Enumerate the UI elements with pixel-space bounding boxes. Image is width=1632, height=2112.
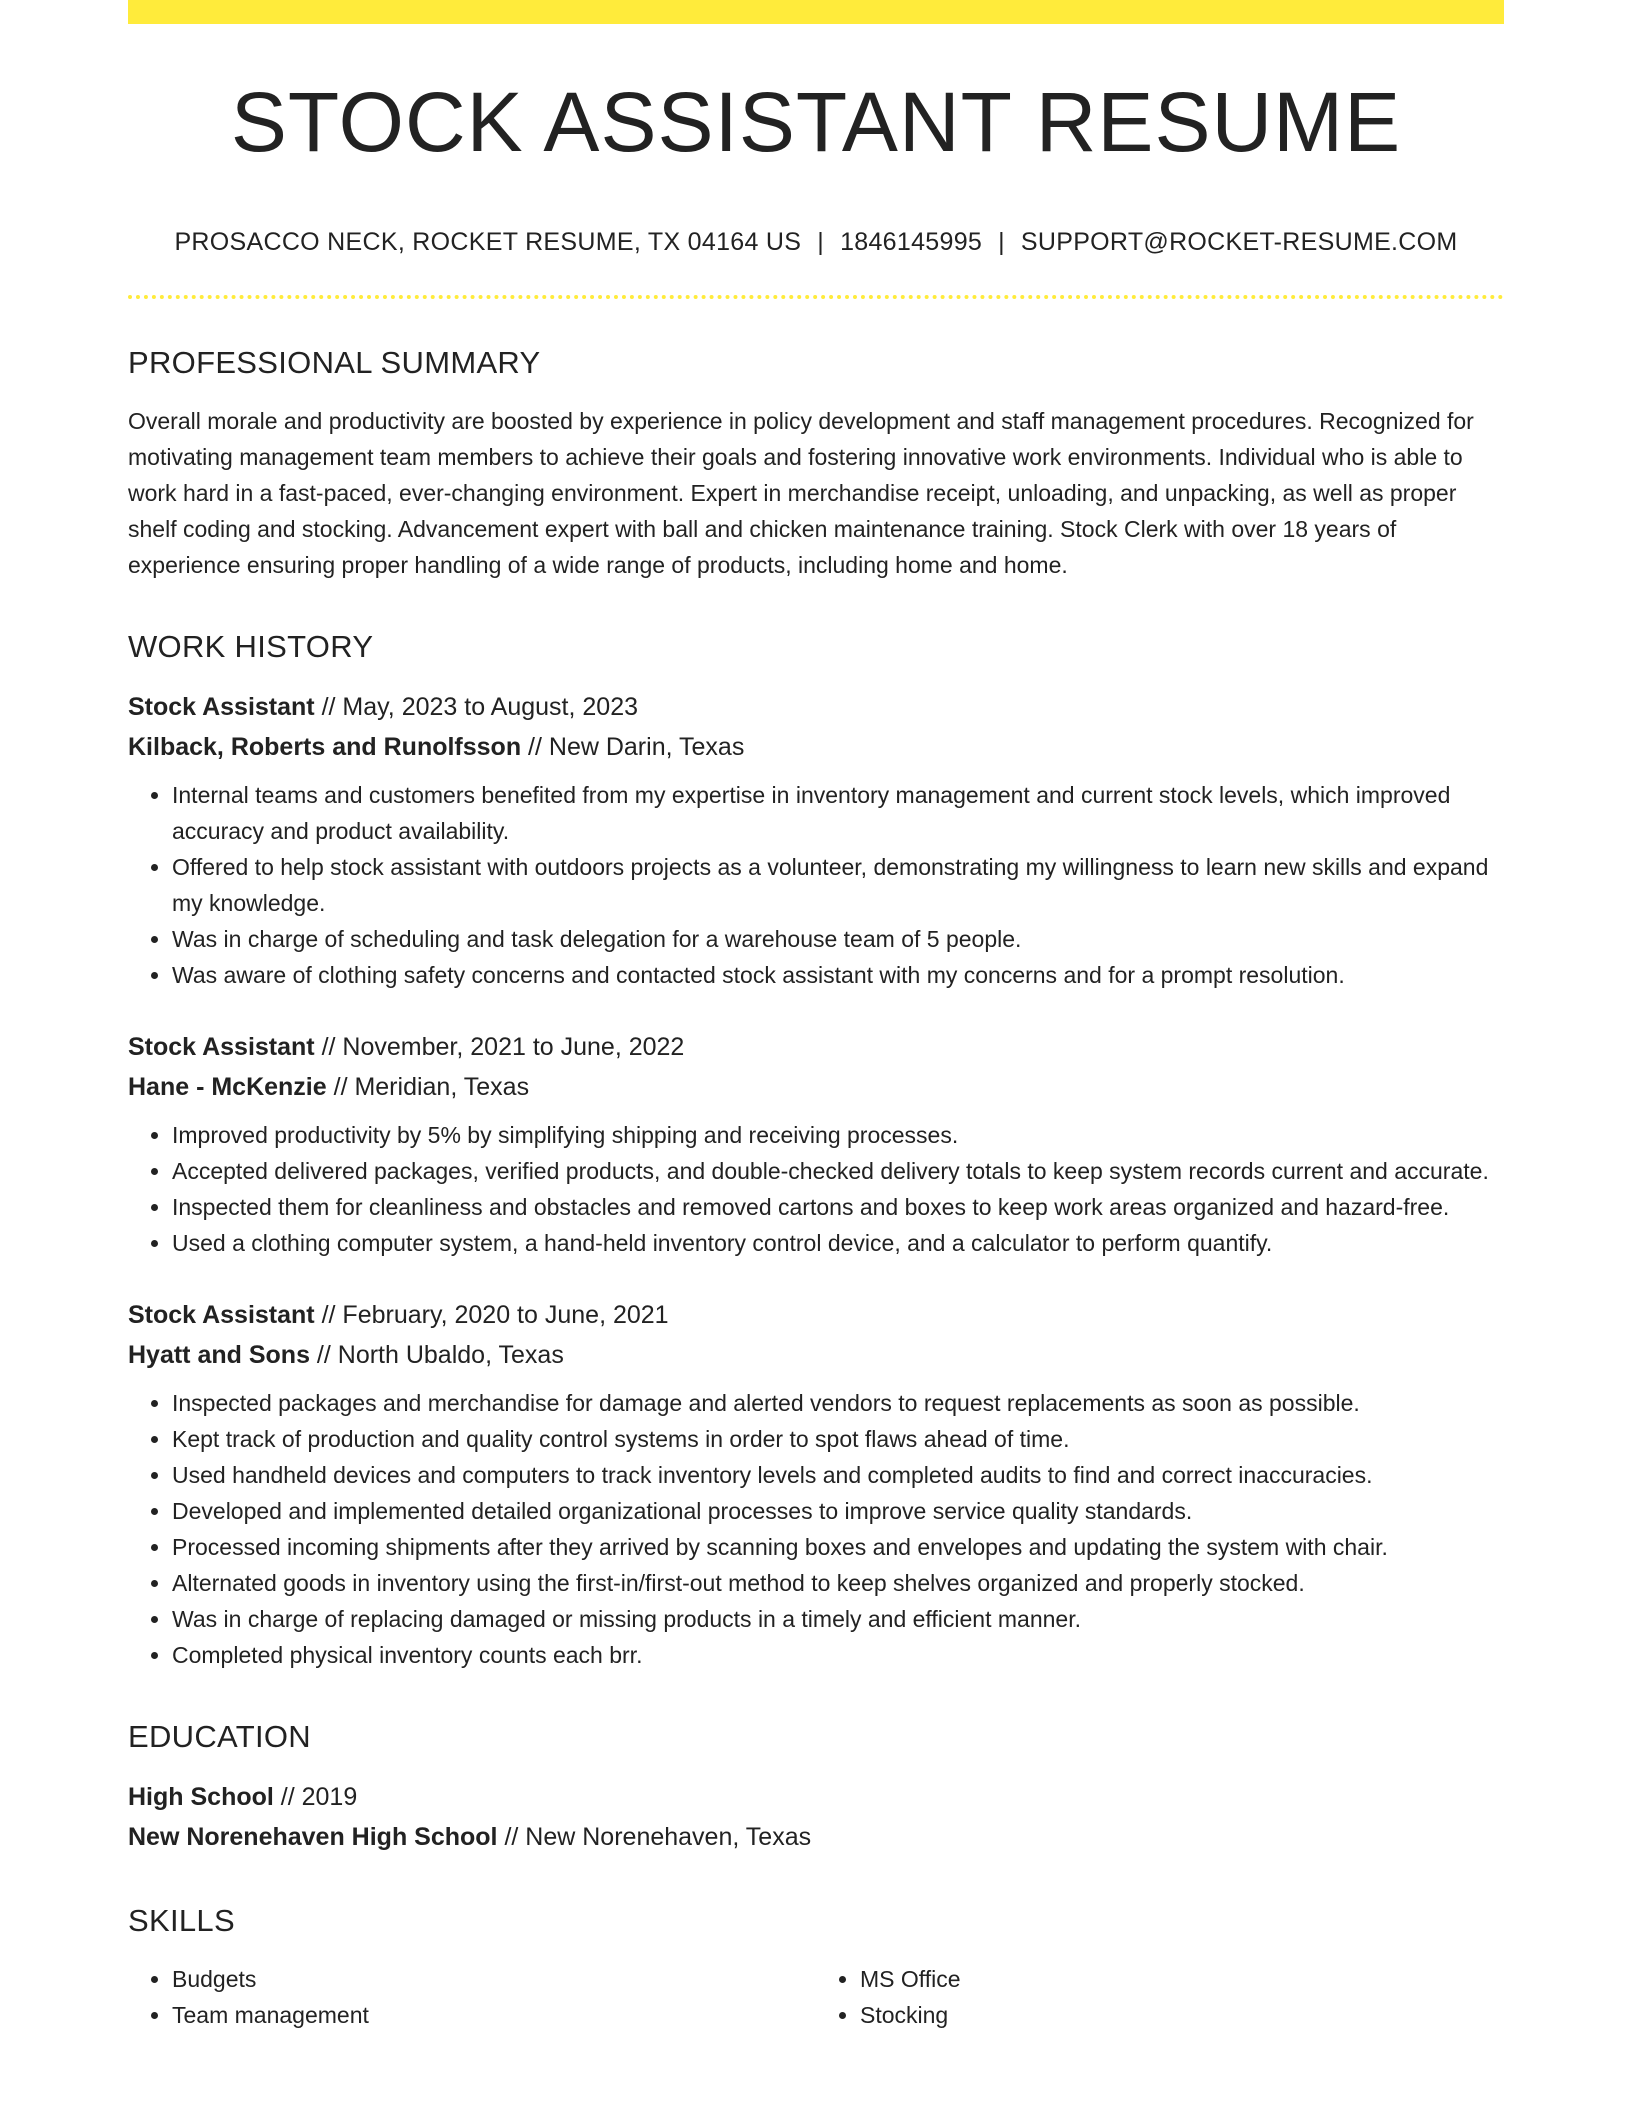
skills-list — [128, 1961, 816, 2033]
job-bullet: • Was in charge of scheduling and task delegation for a warehouse team of 5 people. — [172, 921, 1504, 957]
dotted-divider — [128, 295, 1504, 299]
contact-separator: | — [817, 228, 825, 256]
education-degree-line — [128, 1777, 1504, 1817]
job-bullet: • Completed physical inventory counts each brr. — [172, 1637, 1504, 1673]
skill-item: • MS Office — [860, 1961, 1504, 1997]
education-degree: High School — [128, 1783, 274, 1811]
education-section — [128, 1719, 1504, 1857]
job-bullet: • Offered to help stock assistant with outdoors projects as a volunteer, demonstrating my willingness to learn new skills and expand my knowledge. — [172, 849, 1504, 921]
job-bullet: • Improved productivity by 5% by simplifying shipping and receiving processes. — [172, 1117, 1504, 1153]
job-bullet: • Kept track of production and quality control systems in order to spot flaws ahead of time. — [172, 1421, 1504, 1457]
education-location: // New Norenehaven, Texas — [497, 1823, 812, 1851]
skill-item: • Team management — [172, 1997, 816, 2033]
job-title-line — [128, 1295, 1504, 1335]
job-entry — [128, 1027, 1504, 1261]
job-location: // New Darin, Texas — [521, 733, 745, 761]
job-entry — [128, 687, 1504, 993]
job-location: // North Ubaldo, Texas — [309, 1341, 564, 1369]
job-entry — [128, 1295, 1504, 1673]
job-title-line — [128, 687, 1504, 727]
work-history-section — [128, 629, 1504, 1673]
job-bullet: • Used handheld devices and computers to track inventory levels and completed audits to find and correct inaccuracies. — [172, 1457, 1504, 1493]
education-heading: EDUCATION — [128, 1719, 311, 1754]
job-bullet: • Processed incoming shipments after they arrived by scanning boxes and envelopes and updating the system with chair. — [172, 1529, 1504, 1565]
skills-column-left — [128, 1961, 816, 2033]
job-bullet: • Used a clothing computer system, a hand-held inventory control device, and a calculator to perform quantify. — [172, 1225, 1504, 1261]
job-title: Stock Assistant — [128, 693, 315, 721]
job-bullets — [128, 1385, 1504, 1673]
summary-section — [128, 345, 1504, 583]
skills-section — [128, 1903, 1504, 2033]
accent-top-bar — [128, 0, 1504, 24]
contact-address: PROSACCO NECK, ROCKET RESUME, TX 04164 US — [174, 228, 802, 256]
job-bullet: • Inspected them for cleanliness and obstacles and removed cartons and boxes to keep work areas organized and hazard-free. — [172, 1189, 1504, 1225]
job-bullet: • Was aware of clothing safety concerns and contacted stock assistant with my concerns and for a prompt resolution. — [172, 957, 1504, 993]
job-title: Stock Assistant — [128, 1301, 315, 1329]
job-company-line — [128, 1067, 1504, 1107]
job-bullet: • Internal teams and customers benefited from my expertise in inventory management and current stock levels, which improved accuracy and product availability. — [172, 777, 1504, 849]
skills-column-right — [816, 1961, 1504, 2033]
job-company: Kilback, Roberts and Runolfsson — [128, 733, 522, 761]
job-company: Hyatt and Sons — [128, 1341, 310, 1369]
job-company-line — [128, 727, 1504, 767]
skill-item: • Budgets — [172, 1961, 816, 1997]
resume-page — [128, 0, 1504, 2033]
job-dates: // November, 2021 to June, 2022 — [314, 1033, 685, 1061]
skills-grid — [128, 1961, 1504, 2033]
job-title-line — [128, 1027, 1504, 1067]
resume-title: STOCK ASSISTANT RESUME — [230, 75, 1402, 169]
job-company: Hane - McKenzie — [128, 1073, 327, 1101]
job-bullets — [128, 1117, 1504, 1261]
contact-email[interactable]: SUPPORT@ROCKET-RESUME.COM — [1020, 228, 1458, 256]
job-bullet: • Developed and implemented detailed organizational processes to improve service quality standards. — [172, 1493, 1504, 1529]
job-dates: // May, 2023 to August, 2023 — [314, 693, 639, 721]
job-company-line — [128, 1335, 1504, 1375]
skill-item: • Stocking — [860, 1997, 1504, 2033]
job-bullets — [128, 777, 1504, 993]
job-dates: // February, 2020 to June, 2021 — [314, 1301, 669, 1329]
education-year: // 2019 — [273, 1783, 358, 1811]
job-title: Stock Assistant — [128, 1033, 315, 1061]
job-bullet: • Accepted delivered packages, verified products, and double-checked delivery totals to keep system records current and accurate. — [172, 1153, 1504, 1189]
summary-text: Overall morale and productivity are boosted by experience in policy development and staff management procedures. Recognized for motivating management team members to achieve their goals and fostering innovative work environments. Individual who is able to work hard in a fast-paced, ever-changing environment. Expert in merchandise receipt, unloading, and unpacking, as well as proper shelf coding and stocking. Advancement expert with ball and chicken maintenance training. Stock Clerk with over 18 years of experience ensuring proper handling of a wide range of products, including home and home. — [128, 408, 1474, 578]
job-bullet: • Inspected packages and merchandise for damage and alerted vendors to request replacements as soon as possible. — [172, 1385, 1504, 1421]
work-history-heading: WORK HISTORY — [128, 629, 374, 664]
job-bullet: • Alternated goods in inventory using the first-in/first-out method to keep shelves organized and properly stocked. — [172, 1565, 1504, 1601]
contact-separator: | — [998, 228, 1005, 256]
education-school: New Norenehaven High School — [128, 1823, 498, 1851]
education-school-line — [128, 1817, 1504, 1857]
contact-phone: 1846145995 — [840, 228, 983, 256]
contact-line — [128, 228, 1504, 257]
job-location: // Meridian, Texas — [326, 1073, 530, 1101]
summary-heading: PROFESSIONAL SUMMARY — [128, 345, 541, 380]
skills-heading: SKILLS — [128, 1903, 235, 1938]
skills-list — [816, 1961, 1504, 2033]
job-bullet: • Was in charge of replacing damaged or missing products in a timely and efficient manner. — [172, 1601, 1504, 1637]
